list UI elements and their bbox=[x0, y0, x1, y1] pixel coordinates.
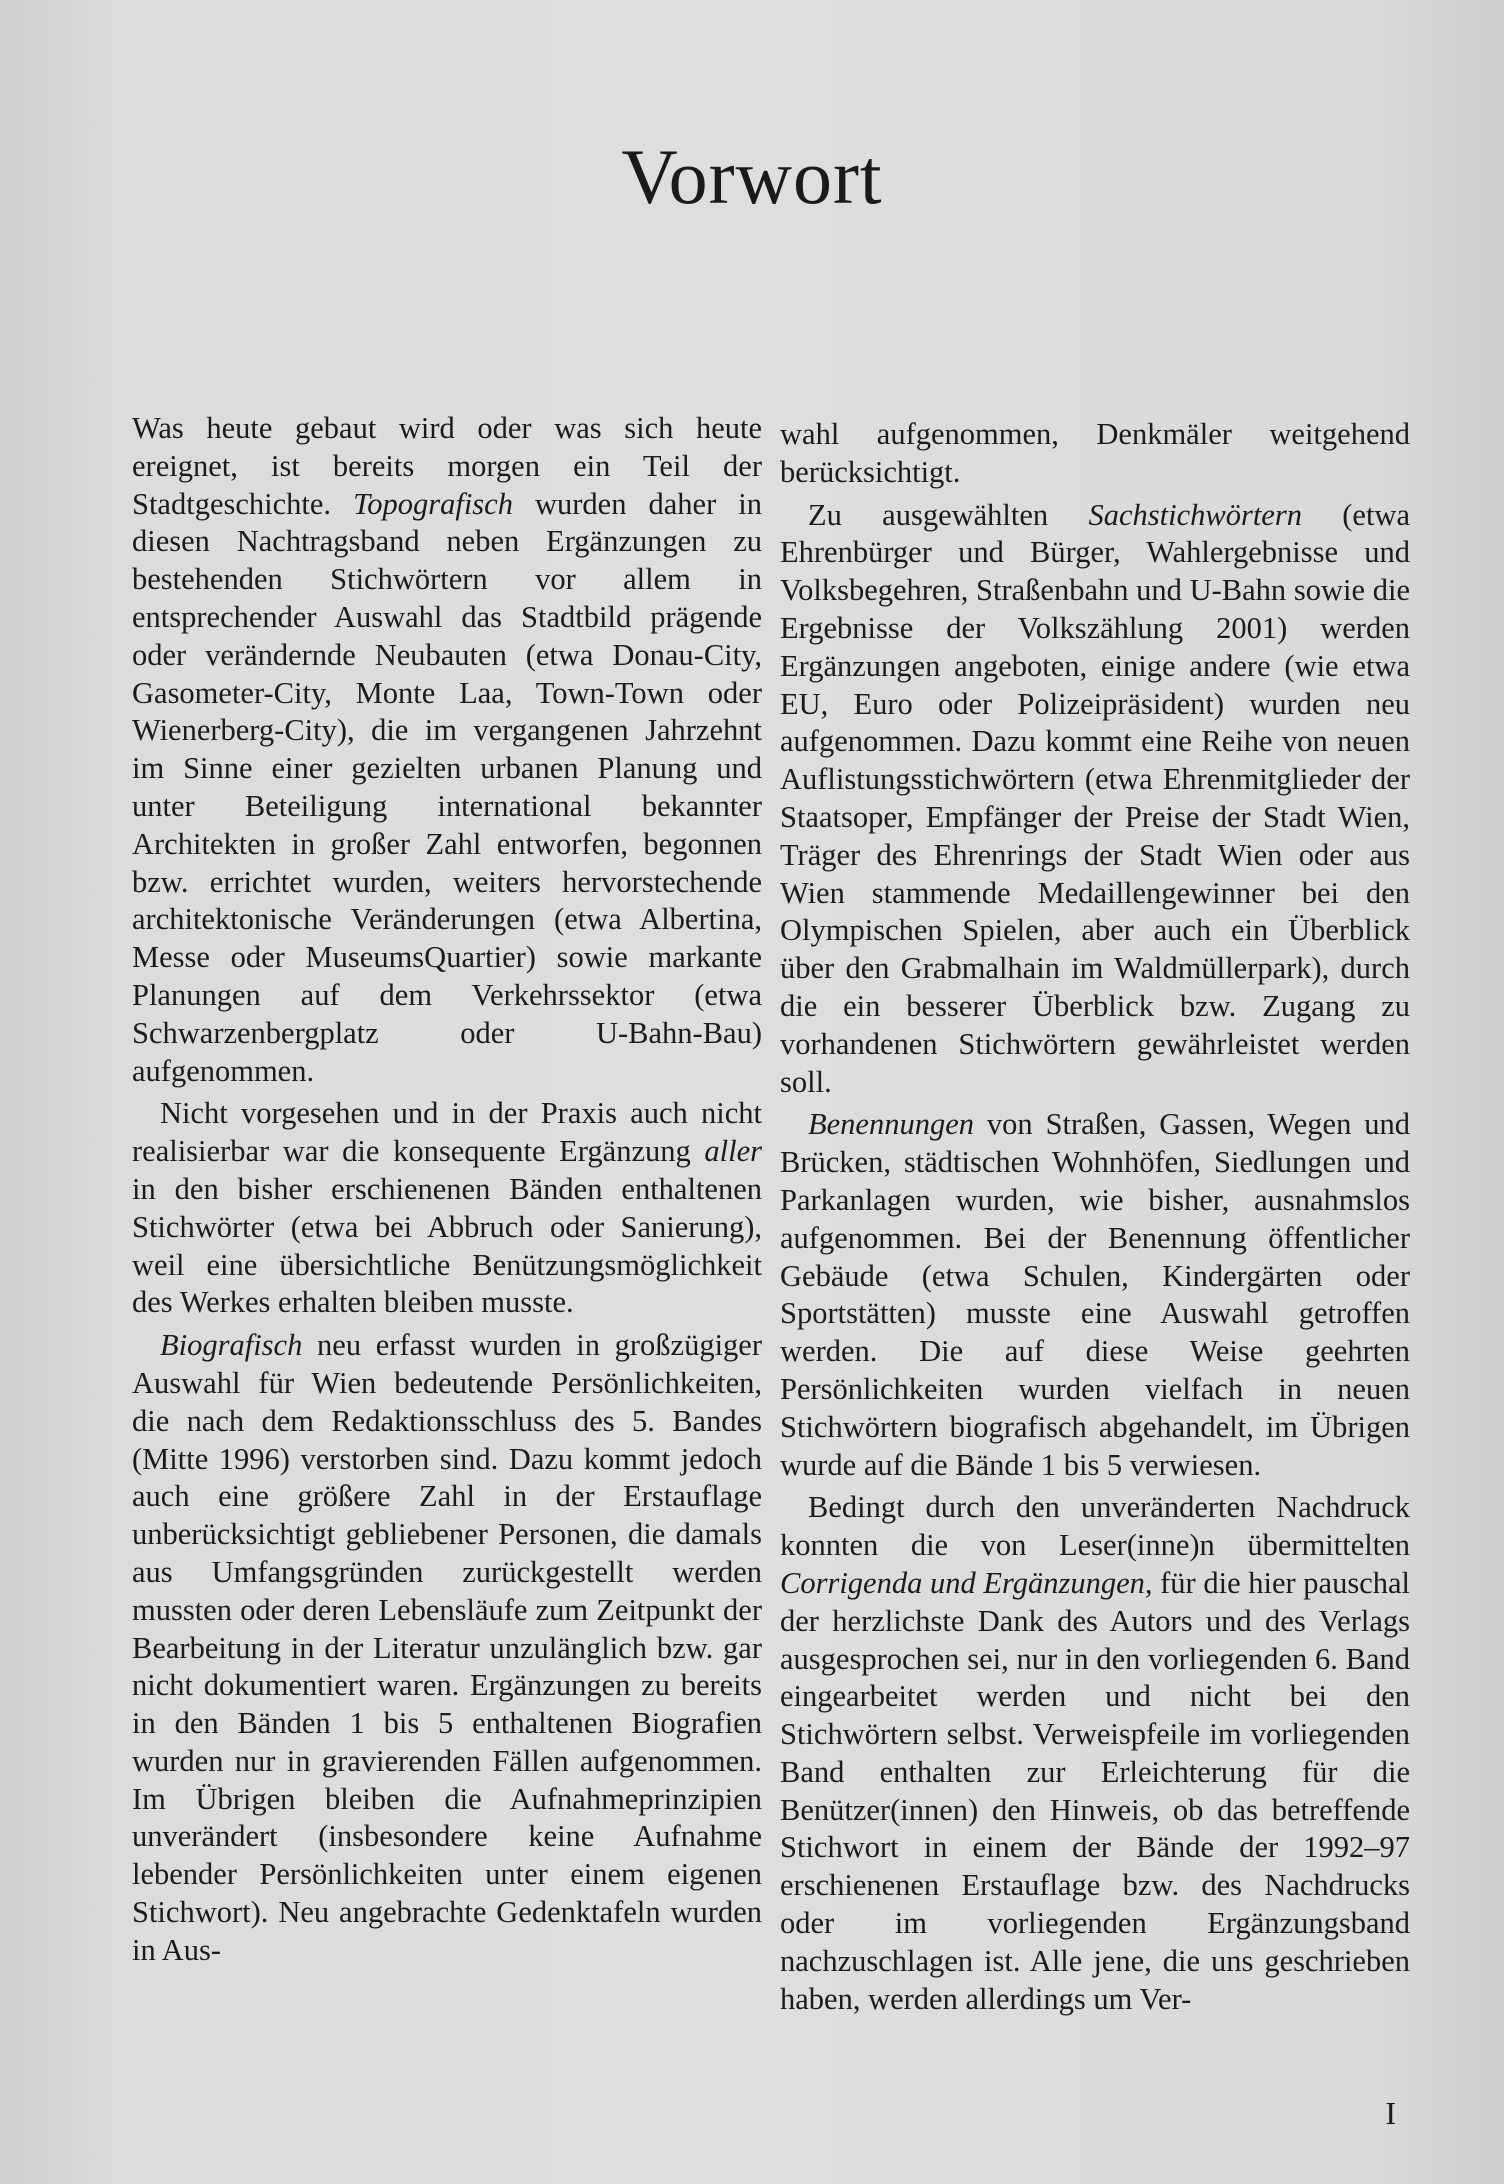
text-run: Zu ausgewählten bbox=[808, 497, 1089, 532]
paragraph bbox=[780, 1106, 1410, 1484]
text-run: in den bisher erschienenen Bänden enthaltenen Stichwörter (etwa bei Abbruch oder Sanierung), weil eine übersichtliche Benützungsmöglichkeit des Werkes erhalten bleiben musste. bbox=[132, 1171, 762, 1320]
text-run: Bedingt durch den unveränderten Nachdruck konnten die von Leser(inne)n übermittelten bbox=[780, 1490, 1410, 1563]
text-run: wahl aufgenommen, Denkmäler weitgehend berücksichtigt. bbox=[780, 417, 1410, 489]
text-run: neu erfasst wurden in großzügiger Auswahl für Wien bedeutende Persönlichkeiten, die nach dem Redaktionsschluss des 5. Bandes (Mitte 1996) verstorben sind. Dazu kommt jedoch auch eine größere Zahl in der Erstauflage unberücksichtigt gebliebener Personen, die damals aus Umfangsgründen zurückgestellt werden mussten oder deren Lebensläufe zum Zeitpunkt der Bearbeitung in der Literatur unzulänglich bzw. gar nicht dokumentiert waren. Ergänzungen zu bereits in den Bänden 1 bis 5 enthaltenen Biografien wurden nur in gravierenden Fällen aufgenommen. Im Übrigen bleiben die Aufnahmeprinzipien unverändert (insbesondere keine Aufnahme lebender Persönlichkeiten unter einem eigenen Stichwort). Neu angebrachte Gedenktafeln wurden in Aus- bbox=[132, 1328, 762, 1967]
italic-term: Biografisch bbox=[160, 1328, 303, 1363]
paragraph bbox=[132, 1095, 762, 1322]
text-run: Nicht vorgesehen und in der Praxis auch nicht realisierbar war die konsequente Ergänzung bbox=[132, 1096, 762, 1169]
italic-term: Corrigenda und Ergänzungen, bbox=[780, 1565, 1153, 1600]
italic-term: Sachstichwörtern bbox=[1088, 497, 1302, 532]
italic-term: Benennungen bbox=[808, 1107, 974, 1142]
italic-term: Topografisch bbox=[353, 486, 513, 521]
paragraph bbox=[132, 410, 762, 1090]
text-run: wurden daher in diesen Nachtragsband neben Ergänzungen zu bestehenden Stichwörtern vor allem in entsprechender Auswahl das Stadtbild prägende oder verändernde Neubauten (etwa Donau-City, Gasometer-City, Monte Laa, Town-Town oder Wienerberg-City), die im vergangenen Jahrzehnt im Sinne einer gezielten urbanen Planung und unter Beteiligung international bekannter Architekten in großer Zahl entworfen, begonnen bzw. errichtet wurden, weiters hervorstechende architektonische Veränderungen (etwa Albertina, Messe oder MuseumsQuartier) sowie markante Planungen auf dem Verkehrssektor (etwa Schwarzenbergplatz oder U-Bahn-Bau) aufgenommen. bbox=[132, 486, 762, 1088]
text-run: von Straßen, Gassen, Wegen und Brücken, städtischen Wohnhöfen, Siedlungen und Parkanlagen wurden, wie bisher, ausnahmslos aufgenommen. Bei der Benennung öffentlicher Gebäude (etwa Schulen, Kindergärten oder Sportstätten) musste eine Auswahl getroffen werden. Die auf diese Weise geehrten Persönlichkeiten wurden vielfach in neuen Stichwörtern biografisch abgehandelt, im Übrigen wurde auf die Bände 1 bis 5 verwiesen. bbox=[780, 1107, 1410, 1482]
italic-term: aller bbox=[704, 1134, 762, 1169]
text-run: (etwa Ehrenbürger und Bürger, Wahlergebnisse und Volksbegehren, Straßenbahn und U-Bahn sowie die Ergebnisse der Volkszählung 2001) werden Ergänzungen angeboten, einige andere (wie etwa EU, Euro oder Polizeipräsident) wurden neu aufgenommen. Dazu kommt eine Reihe von neuen Auflistungsstichwörtern (etwa Ehrenmitglieder der Staatsoper, Empfänger der Preise der Stadt Wien, Träger des Ehrenrings der Stadt Wien oder aus Wien stammende Medaillengewinner bei den Olympischen Spielen, aber auch ein Überblick über den Grabmalhain im Waldmüllerpark), durch die ein besserer Überblick bzw. Zugang zu vorhandenen Stichwörtern gewährleistet werden soll. bbox=[780, 497, 1410, 1099]
right-column bbox=[780, 416, 1410, 2023]
left-column bbox=[132, 410, 762, 1975]
paragraph bbox=[780, 1489, 1410, 2018]
text-run: für die hier pauschal der herzlichste Dank des Autors und des Verlags ausgesprochen sei, nur in den vorliegenden 6. Band eingearbeitet werden und nicht bei den Stichwörtern selbst. Verweispfeile im vorliegenden Band enthalten zur Erleichterung für die Benützer(innen) den Hinweis, ob das betreffende Stichwort in einem der Bände der 1992–97 erschienenen Erstauflage bzw. des Nachdrucks oder im vorliegenden Ergänzungsband nachzuschlagen ist. Alle jene, die uns geschrieben haben, werden allerdings um Ver- bbox=[780, 1565, 1410, 2016]
page-number: I bbox=[1385, 2095, 1396, 2131]
paragraph bbox=[780, 416, 1410, 492]
page-title: Vorwort bbox=[621, 133, 883, 220]
paragraph bbox=[780, 497, 1410, 1102]
paragraph bbox=[132, 1327, 762, 1970]
text-run: Was heute gebaut wird oder was sich heute ereignet, ist bereits morgen ein Teil der Stadtgeschichte. bbox=[132, 411, 762, 521]
